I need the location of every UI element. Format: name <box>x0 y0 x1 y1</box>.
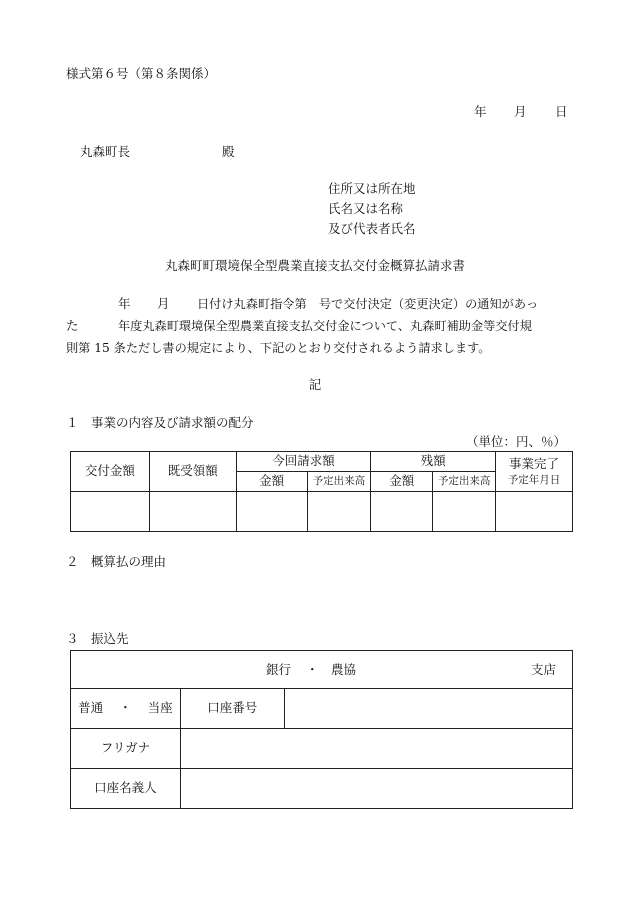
bank-row[interactable] <box>71 651 573 689</box>
col-completion-date <box>496 452 573 492</box>
furigana-label: フリガナ <box>71 729 181 769</box>
body-line-2-head: た <box>66 318 79 333</box>
section3-heading: ３ 振込先 <box>66 631 129 646</box>
bank-transfer-table <box>70 650 573 809</box>
sub-remaining-progress: 予定出来高 <box>433 472 496 492</box>
applicant-address-label: 住所又は所在地 <box>328 181 416 196</box>
cell-remaining-progress[interactable] <box>433 492 496 532</box>
allocation-table <box>70 451 573 532</box>
account-number-input[interactable] <box>284 689 572 729</box>
date-day-label: 日 <box>555 104 568 119</box>
cell-current-progress[interactable] <box>307 492 371 532</box>
sub-remaining-amount: 金額 <box>371 472 433 492</box>
col-completion-line-2: 予定年月日 <box>507 473 561 486</box>
date-month-label: 月 <box>514 104 527 119</box>
applicant-name-label: 氏名又は名称 <box>328 201 404 216</box>
body-year-label: 年 <box>118 296 131 311</box>
account-holder-label: 口座名義人 <box>71 769 181 809</box>
account-type-cell[interactable] <box>71 689 181 729</box>
branch-label: 支店 <box>531 662 557 677</box>
body-line-1: 日付け丸森町指令第 号で交付決定（変更決定）の通知があっ <box>197 297 539 311</box>
date-year-label: 年 <box>474 104 487 119</box>
cell-current-amount[interactable] <box>236 492 307 532</box>
account-holder-input[interactable] <box>180 769 572 809</box>
cell-completion-date[interactable] <box>496 492 573 532</box>
account-number-label: 口座番号 <box>180 689 284 729</box>
cell-received-amount[interactable] <box>149 492 236 532</box>
col-grant-amount: 交付金額 <box>71 452 150 492</box>
cell-remaining-amount[interactable] <box>371 492 433 532</box>
addressee-name: 丸森町長 <box>80 144 131 159</box>
applicant-representative-label: 及び代表者氏名 <box>328 221 416 236</box>
addressee-honorific: 殿 <box>222 144 235 159</box>
document-title: 丸森町町環境保全型農業直接支払交付金概算払請求書 <box>164 258 465 273</box>
ki-marker: 記 <box>308 377 322 392</box>
furigana-input[interactable] <box>180 729 572 769</box>
body-line-3: 則第 15 条ただし書の規定により、下記のとおり交付されるよう請求します。 <box>66 341 491 355</box>
bank-separator: ・ <box>306 662 319 677</box>
body-month-label: 月 <box>157 296 170 311</box>
section2-heading: ２ 概算払の理由 <box>66 554 167 569</box>
agri-coop-label: 農協 <box>331 662 357 677</box>
bank-label: 銀行 <box>266 662 292 677</box>
current-label: 当座 <box>147 700 173 716</box>
col-completion-line-1: 事業完了 <box>509 455 560 471</box>
col-current-request: 今回請求額 <box>236 452 371 472</box>
cell-grant-amount[interactable] <box>71 492 150 532</box>
body-line-2: 年度丸森町環境保全型農業直接支払交付金について、丸森町補助金等交付規 <box>118 319 532 333</box>
col-remaining: 残額 <box>371 452 496 472</box>
ordinary-label: 普通 <box>78 700 104 716</box>
section1-heading: １ 事業の内容及び請求額の配分 <box>66 415 254 430</box>
account-type-separator: ・ <box>119 700 132 716</box>
col-received-amount: 既受領額 <box>149 452 236 492</box>
form-number: 様式第６号（第８条関係） <box>66 66 217 81</box>
sub-current-amount: 金額 <box>236 472 307 492</box>
section1-unit-note: （単位：円、％） <box>466 434 567 449</box>
sub-current-progress: 予定出来高 <box>307 472 371 492</box>
